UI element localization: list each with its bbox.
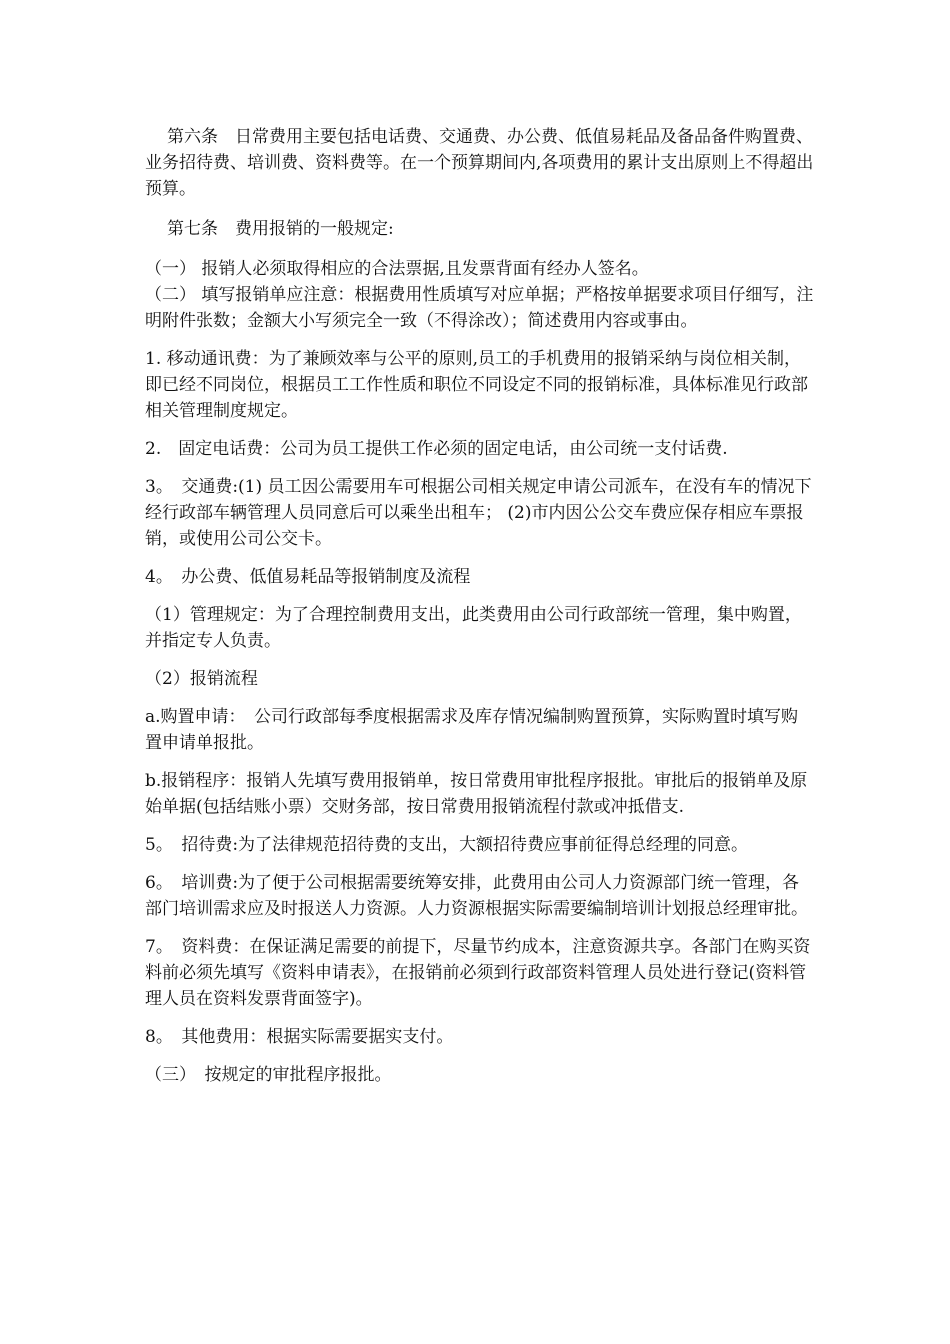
item-3-transport-paragraph: 3。 交通费:(1) 员工因公需要用车可根据公司相关规定申请公司派车，在没有车的情况下经行政部车辆管理人员同意后可以乘坐出租车； (2)市内因公公交车费应保存相应车票报销，或使用公司公交卡。 <box>145 477 812 549</box>
article-7-heading: 第七条 费用报销的一般规定: <box>167 219 394 239</box>
item-6-training-paragraph: 6。 培训费:为了便于公司根据需要统筹安排，此费用由公司人力资源部门统一管理，各部门培训需求应及时报送人力资源。人力资源根据实际需要编制培训计划报总经理审批。 <box>145 873 808 919</box>
item-5-entertainment-paragraph: 5。 招待费:为了法律规范招待费的支出，大额招待费应事前征得总经理的同意。 <box>145 835 749 855</box>
item-4-office-paragraph: 4。 办公费、低值易耗品等报销制度及流程 <box>145 567 471 587</box>
item-7-materials-paragraph: 7。 资料费：在保证满足需要的前提下，尽量节约成本，注意资源共享。各部门在购买资料前必须先填写《资料申请表》，在报销前必须到行政部资料管理人员处进行登记(资料管理人员在资料发票背面签字)。 <box>145 937 811 1009</box>
article-6-paragraph: 第六条 日常费用主要包括电话费、交通费、办公费、低值易耗品及备品备件购置费、业务招待费、培训费、资料费等。在一个预算期间内,各项费用的累计支出原则上不得超出预算。 <box>145 127 814 199</box>
rule-3-paragraph: （三） 按规定的审批程序报批。 <box>145 1065 392 1085</box>
rule-1-paragraph: （一） 报销人必须取得相应的合法票据,且发票背面有经办人签名。 <box>145 259 649 279</box>
reimbursement-procedure-paragraph: b.报销程序：报销人先填写费用报销单，按日常费用审批程序报批。审批后的报销单及原始单据(包括结账小票）交财务部，按日常费用报销流程付款或冲抵借支. <box>145 771 808 817</box>
management-rule-paragraph: （1）管理规定：为了合理控制费用支出，此类费用由公司行政部统一管理，集中购置，并指定专人负责。 <box>145 605 802 651</box>
document-body <box>145 124 815 1088</box>
reimbursement-flow-heading: （2）报销流程 <box>145 669 258 689</box>
item-2-phone-paragraph: 2. 固定电话费：公司为员工提供工作必须的固定电话，由公司统一支付话费. <box>145 439 728 459</box>
purchase-application-paragraph: a.购置申请： 公司行政部每季度根据需求及库存情况编制购置预算，实际购置时填写购置申请单报批。 <box>145 707 799 753</box>
rule-2-paragraph: （二） 填写报销单应注意：根据费用性质填写对应单据；严格按单据要求项目仔细写，注明附件张数；金额大小写须完全一致（不得涂改）；简述费用内容或事由。 <box>145 285 814 331</box>
item-8-other-paragraph: 8。 其他费用：根据实际需要据实支付。 <box>145 1027 454 1047</box>
item-1-mobile-paragraph: 1. 移动通讯费：为了兼顾效率与公平的原则,员工的手机费用的报销采纳与岗位相关制，即已经不同岗位，根据员工工作性质和职位不同设定不同的报销标准，具体标准见行政部相关管理制度规定。 <box>145 349 808 421</box>
